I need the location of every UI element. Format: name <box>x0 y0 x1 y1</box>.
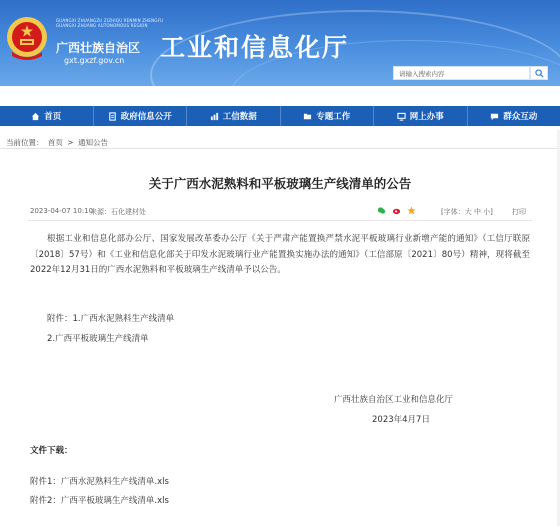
gov-url: gxt.gxzf.gov.cn <box>64 56 125 65</box>
site-title: 工业和信息化厅 <box>160 33 350 62</box>
nav-item-label: 专题工作 <box>316 112 351 122</box>
gov-name-pinyin: GUANGXI ZHUANGZU ZIZHIQU RENMIN ZHENGFU GUANGXI ZHUANG AUTONOMOUS REGION <box>56 18 164 28</box>
wechat-share-icon[interactable] <box>377 206 386 215</box>
breadcrumb-home-link[interactable]: 首页 <box>47 138 63 147</box>
nav-item-special-work[interactable] <box>281 106 375 126</box>
breadcrumb-current[interactable]: 通知公告 <box>77 138 108 147</box>
nav-item-online-service[interactable] <box>374 106 468 126</box>
nav-item-home[interactable] <box>0 106 94 126</box>
font-size-control[interactable]: [字体：大 中 小] <box>441 208 493 216</box>
downloads-title: 文件下载： <box>30 446 73 456</box>
weibo-share-icon[interactable] <box>392 206 401 215</box>
nav-item-label: 政府信息公开 <box>120 112 172 122</box>
search-icon <box>535 69 544 78</box>
data-icon <box>210 112 219 121</box>
breadcrumb-prefix: 当前位置： <box>6 138 44 147</box>
gov-name: 广西壮族自治区 <box>56 41 141 55</box>
nav-item-label: 工信数据 <box>222 112 257 122</box>
monitor-icon <box>397 112 406 121</box>
print-button[interactable]: 打印 <box>512 208 526 216</box>
nav-item-interaction[interactable] <box>468 106 560 126</box>
article-date: 2023-04-07 10:10 <box>30 207 94 215</box>
article-source: 来源：石化建材处 <box>90 208 146 216</box>
nav-item-label: 网上办事 <box>409 112 444 122</box>
download-filename[interactable]: 广西水泥熟料生产线清单.xls <box>60 477 169 487</box>
nav-item-label: 首页 <box>44 112 62 122</box>
chat-icon <box>490 112 499 121</box>
document-icon <box>108 112 117 121</box>
breadcrumb <box>6 137 110 148</box>
download-link-2[interactable] <box>30 494 169 506</box>
main-nav <box>0 106 560 126</box>
breadcrumb-separator: > <box>67 138 74 147</box>
nav-item-label: 群众互动 <box>503 112 538 122</box>
share-buttons <box>377 206 416 215</box>
nav-item-info-disclosure[interactable] <box>94 106 188 126</box>
nav-item-data[interactable] <box>187 106 281 126</box>
signature-org: 广西壮族自治区工业和信息化厅 <box>334 395 454 405</box>
home-icon <box>31 112 40 121</box>
site-header <box>0 0 560 86</box>
divider <box>28 220 532 221</box>
search-button[interactable] <box>530 66 548 80</box>
search-input[interactable]: 请输入搜索内容 <box>393 66 530 80</box>
divider <box>0 148 560 149</box>
article-title: 关于广西水泥熟料和平板玻璃生产线清单的公告 <box>148 176 412 191</box>
download-prefix: 附件2： <box>30 496 61 506</box>
download-link-1[interactable] <box>30 475 169 487</box>
national-emblem-icon <box>4 14 50 64</box>
download-prefix: 附件1： <box>30 477 61 487</box>
signature-date: 2023年4月7日 <box>372 415 430 425</box>
folder-icon <box>303 112 312 121</box>
download-filename[interactable]: 广西平板玻璃生产线清单.xls <box>60 496 169 506</box>
article-body: 根据工业和信息化部办公厅、国家发展改革委办公厅《关于严肃产能置换严禁水泥平板玻璃行业新增产能的通知》（工信厅联原〔2018〕57号）和《工业和信息化部关于印发水泥玻璃行业产能置换实施办法的通知》（工信部原〔2021〕80号）精神，现将截至2022年12月31日的广西水泥熟料和平板玻璃生产线清单予以公告。 <box>30 234 530 275</box>
attachment-line-1: 附件：1.广西水泥熟料生产线清单 <box>47 314 175 324</box>
qzone-share-icon[interactable] <box>407 206 416 215</box>
attachment-line-2: 2.广西平板玻璃生产线清单 <box>47 334 149 344</box>
